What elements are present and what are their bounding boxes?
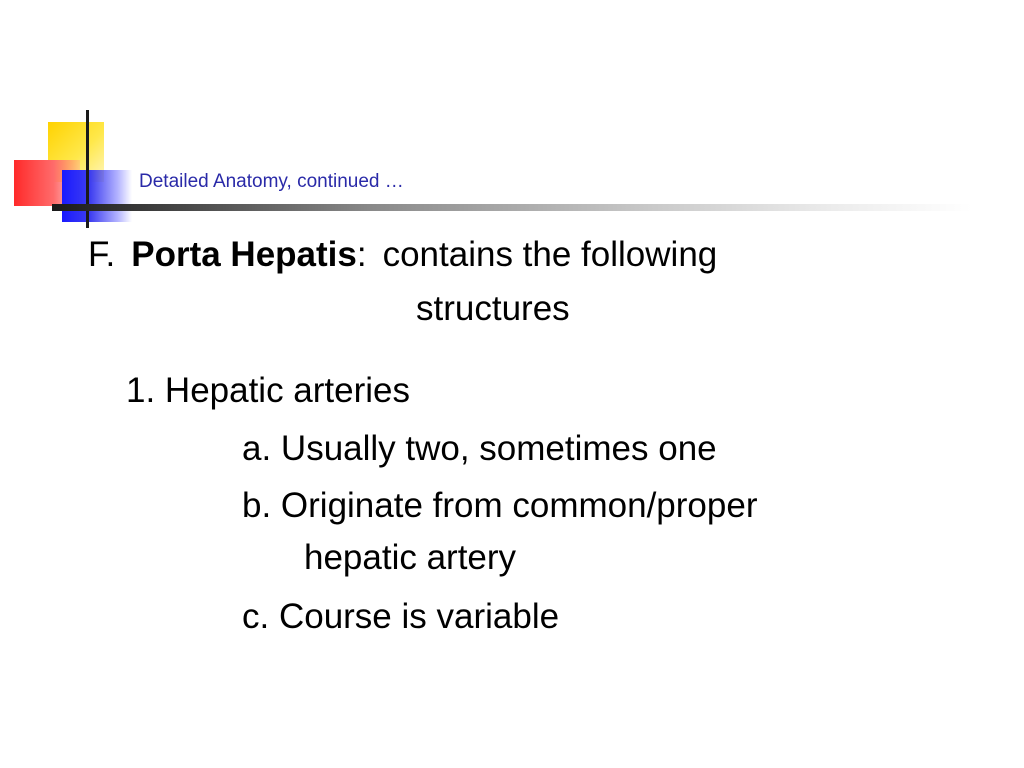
slide-title: Detailed Anatomy, continued …	[139, 171, 404, 192]
list-item: 1. Hepatic arteries	[126, 371, 411, 410]
section-description: contains the following	[382, 235, 718, 274]
section-colon: :	[356, 235, 367, 274]
section-heading	[88, 234, 928, 328]
section-description-continuation: structures	[416, 289, 570, 328]
section-marker: F.	[88, 235, 116, 274]
section-heading-line	[88, 234, 928, 276]
sub-list-item: b. Originate from common/proper	[242, 486, 758, 525]
sub-list-item: a. Usually two, sometimes one	[242, 429, 717, 468]
sub-list-item: c. Course is variable	[242, 597, 560, 636]
section-term: Porta Hepatis	[131, 235, 357, 274]
sub-list-item-continuation: hepatic artery	[304, 538, 517, 577]
